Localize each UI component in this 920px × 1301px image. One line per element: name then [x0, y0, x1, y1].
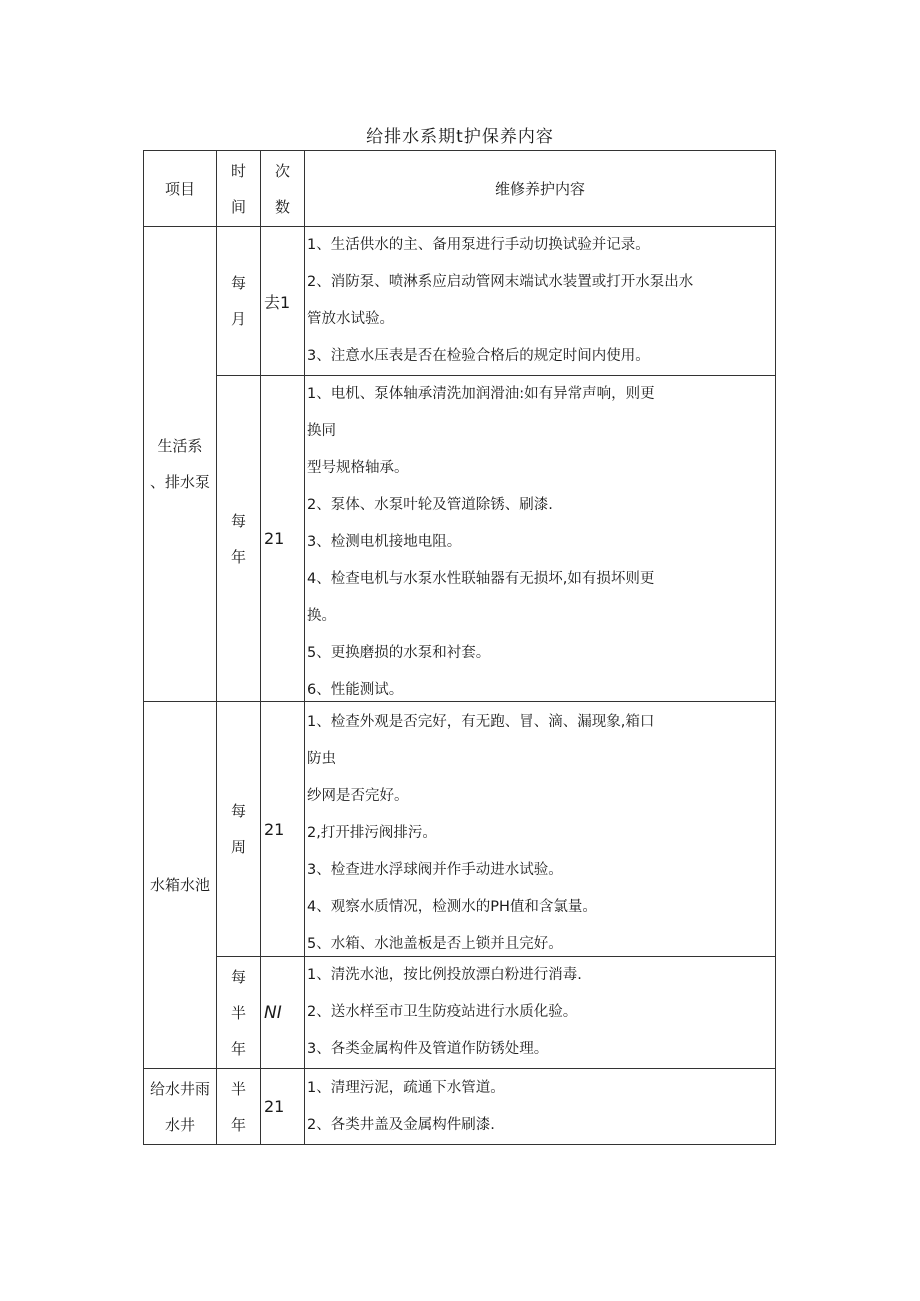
content-cell: [305, 1069, 776, 1145]
section-item-cell: [144, 1069, 217, 1145]
section-item-line: 水箱水池: [149, 876, 210, 894]
header-item: [144, 151, 217, 227]
table-row: [144, 957, 776, 1069]
header-count-line: 次: [274, 161, 290, 180]
time-line: 周: [230, 838, 246, 856]
count-cell: 21: [261, 376, 305, 702]
time-line: 半: [230, 1079, 246, 1098]
content-line: 3、注意水压表是否在检验合格后的规定时间内使用。: [307, 348, 650, 364]
content-line: 5、水箱、水池盖板是否上锁并且完好。: [307, 935, 563, 952]
header-content-label: 维修养护内容: [494, 180, 585, 198]
time-cell: [217, 702, 261, 957]
count-cell: NI: [261, 957, 305, 1069]
content-line: 防虫: [307, 750, 336, 767]
table-row: [144, 376, 776, 702]
page-title: 给排水系期t护保养内容: [366, 127, 554, 147]
content-line: 3、各类金属构件及管道作防锈处理。: [307, 1041, 549, 1057]
content-line: 3、检测电机接地电阻。: [307, 534, 462, 550]
time-line: 年: [230, 547, 246, 566]
time-cell: [217, 227, 261, 376]
time-line: 每: [230, 967, 246, 986]
time-cell: [217, 1069, 261, 1145]
content-line: 型号规格轴承。: [307, 460, 409, 476]
time-cell: [217, 957, 261, 1069]
content-line: 1、清理污泥，疏通下水管道。: [307, 1079, 505, 1096]
section-item-line: 、排水泵: [149, 473, 210, 491]
time-cell: [217, 376, 261, 702]
time-line: 年: [230, 1115, 246, 1134]
content-line: 2、送水样至市卫生防疫站进行水质化验。: [307, 1004, 578, 1020]
count-cell: 去1: [261, 227, 305, 376]
header-content: [305, 151, 776, 227]
content-line: 换同: [307, 423, 336, 439]
time-line: 年: [230, 1039, 246, 1058]
content-line: 纱网是否完好。: [307, 787, 409, 804]
time-line: 每: [230, 802, 246, 820]
count-cell: 21: [261, 702, 305, 957]
content-line: 4、观察水质情况，检测水的PH值和含氯量。: [307, 898, 597, 915]
content-line: 2、消防泵、喷淋系应启动管网末端试水装置或打开水泵出水: [307, 274, 694, 290]
time-line: 每: [230, 274, 246, 292]
section-item-line: 给水井雨: [149, 1079, 210, 1098]
header-time-line: 间: [230, 197, 246, 216]
count-cell: 21: [261, 1069, 305, 1145]
header-item-label: 项目: [164, 179, 195, 198]
content-cell: [305, 702, 776, 957]
section-item-line: 生活系: [157, 437, 203, 455]
content-line: 6、性能测试。: [307, 682, 404, 698]
content-cell: [305, 957, 776, 1069]
content-line: 1、电机、泵体轴承清洗加润滑油:如有异常声响，则更: [307, 386, 655, 402]
content-line: 2、各类井盖及金属构件刷漆.: [307, 1116, 495, 1133]
content-line: 2、泵体、水泵叶轮及管道除锈、刷漆.: [307, 497, 553, 513]
content-cell: [305, 376, 776, 702]
time-line: 月: [230, 310, 246, 328]
maintenance-table: [143, 150, 776, 1145]
header-count: [261, 151, 305, 227]
content-line: 1、生活供水的主、备用泵进行手动切换试验并记录。: [307, 237, 650, 253]
table-row: [144, 702, 776, 957]
header-count-line: 数: [274, 197, 290, 216]
header-time: [217, 151, 261, 227]
content-line: 换。: [307, 608, 336, 624]
content-line: 4、检查电机与水泵水性联轴器有无损坏,如有损坏则更: [307, 571, 655, 587]
table-row: [144, 1069, 776, 1145]
content-line: 管放水试验。: [307, 311, 394, 327]
section-item-cell: [144, 227, 217, 702]
time-line: 每: [230, 511, 246, 530]
content-line: 2,打开排污阀排污。: [307, 824, 437, 841]
section-item-cell: [144, 702, 217, 1069]
table-row: [144, 227, 776, 376]
content-line: 3、检查进水浮球阀并作手动进水试验。: [307, 861, 563, 878]
header-time-line: 时: [230, 161, 246, 180]
header-row: [144, 151, 776, 227]
content-cell: [305, 227, 776, 376]
content-line: 1、清洗水池，按比例投放漂白粉进行消毒.: [307, 967, 582, 983]
section-item-line: 水井: [164, 1115, 195, 1134]
time-line: 半: [230, 1003, 246, 1022]
content-line: 1、检查外观是否完好，有无跑、冒、滴、漏现象,箱口: [307, 713, 655, 730]
content-line: 5、更换磨损的水泵和衬套。: [307, 645, 491, 661]
